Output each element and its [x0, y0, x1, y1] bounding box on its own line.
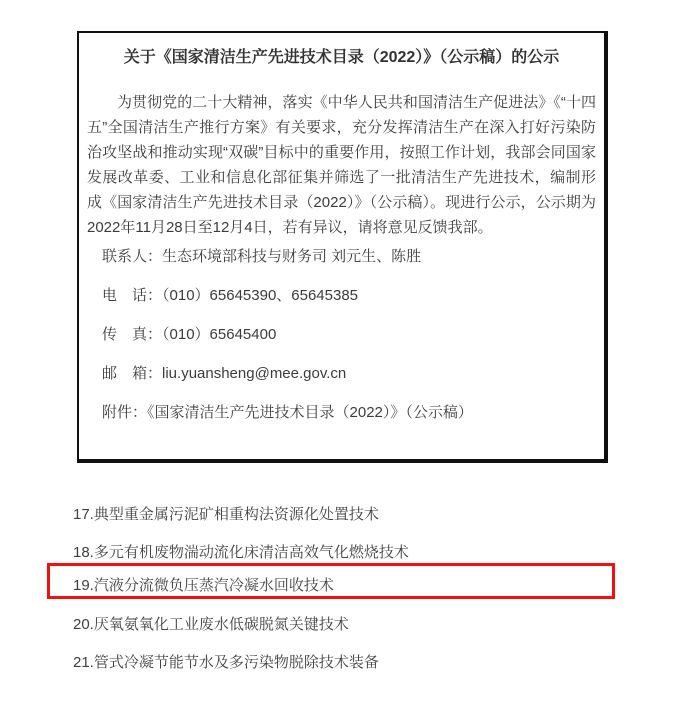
item-number: 20.: [73, 616, 94, 633]
contact-person-label: 联系人：: [102, 248, 163, 265]
notice-title: 关于《国家清洁生产先进技术目录（2022）》（公示稿）的公示: [123, 49, 560, 66]
tech-list-item-17: [73, 502, 379, 527]
fax-label: 传 真：: [102, 326, 163, 343]
item-text: 厌氧氨氧化工业废水低碳脱氮关键技术: [93, 616, 349, 633]
contact-block: [102, 244, 596, 425]
item-number: 21.: [73, 654, 94, 671]
contact-person-value: 生态环境部科技与财务司 刘元生、陈胜: [162, 248, 422, 265]
attachment-line: [102, 400, 596, 425]
tech-list-item-21: [73, 650, 379, 675]
tech-list-item-18: [73, 540, 409, 565]
phone-label: 电 话：: [102, 287, 163, 304]
highlight-box: [47, 563, 615, 599]
item-number: 17.: [73, 506, 94, 523]
email-line: [102, 361, 596, 386]
attachment-title: 《国家清洁生产先进技术目录（2022）》（公示稿）: [147, 404, 473, 421]
contact-person-line: [102, 244, 596, 269]
attachment-label: 附件：: [102, 404, 148, 421]
item-number: 18.: [73, 544, 94, 561]
fax-line: [102, 322, 596, 347]
phone-line: [102, 283, 596, 308]
item-text: 管式冷凝节能节水及多污染物脱除技术装备: [93, 654, 379, 671]
phone-value: （010）65645390、65645385: [162, 287, 359, 304]
email-label: 邮 箱：: [102, 365, 163, 382]
notice-body: 为贯彻党的二十大精神，落实《中华人民共和国清洁生产促进法》《“十四五”全国清洁生产推行方案》有关要求，充分发挥清洁生产在深入打好污染防治攻坚战和推动实现“双碳”目标中的重要作用，按照工作计划，我部会同国家发展改革委、工业和信息化部征集并筛选了一批清洁生产先进技术，编制形成《国家清洁生产先进技术目录（2022）》（公示稿）。现进行公示，公示期为2022年11月28日至12月4日，若有异议，请将意见反馈我部。: [87, 94, 596, 236]
tech-list-item-20: [73, 612, 349, 637]
item-number: 19.: [73, 577, 94, 594]
email-address: liu.yuansheng@mee.gov.cn: [162, 365, 347, 382]
item-text: 典型重金属污泥矿相重构法资源化处置技术: [93, 506, 379, 523]
notice-box: [77, 31, 608, 463]
item-text: 多元有机废物湍动流化床清洁高效气化燃烧技术: [93, 544, 409, 561]
tech-list-item-19-highlighted: [73, 573, 334, 598]
fax-value: （010）65645400: [162, 326, 277, 343]
item-text: 汽液分流微负压蒸汽冷凝水回收技术: [93, 577, 334, 594]
